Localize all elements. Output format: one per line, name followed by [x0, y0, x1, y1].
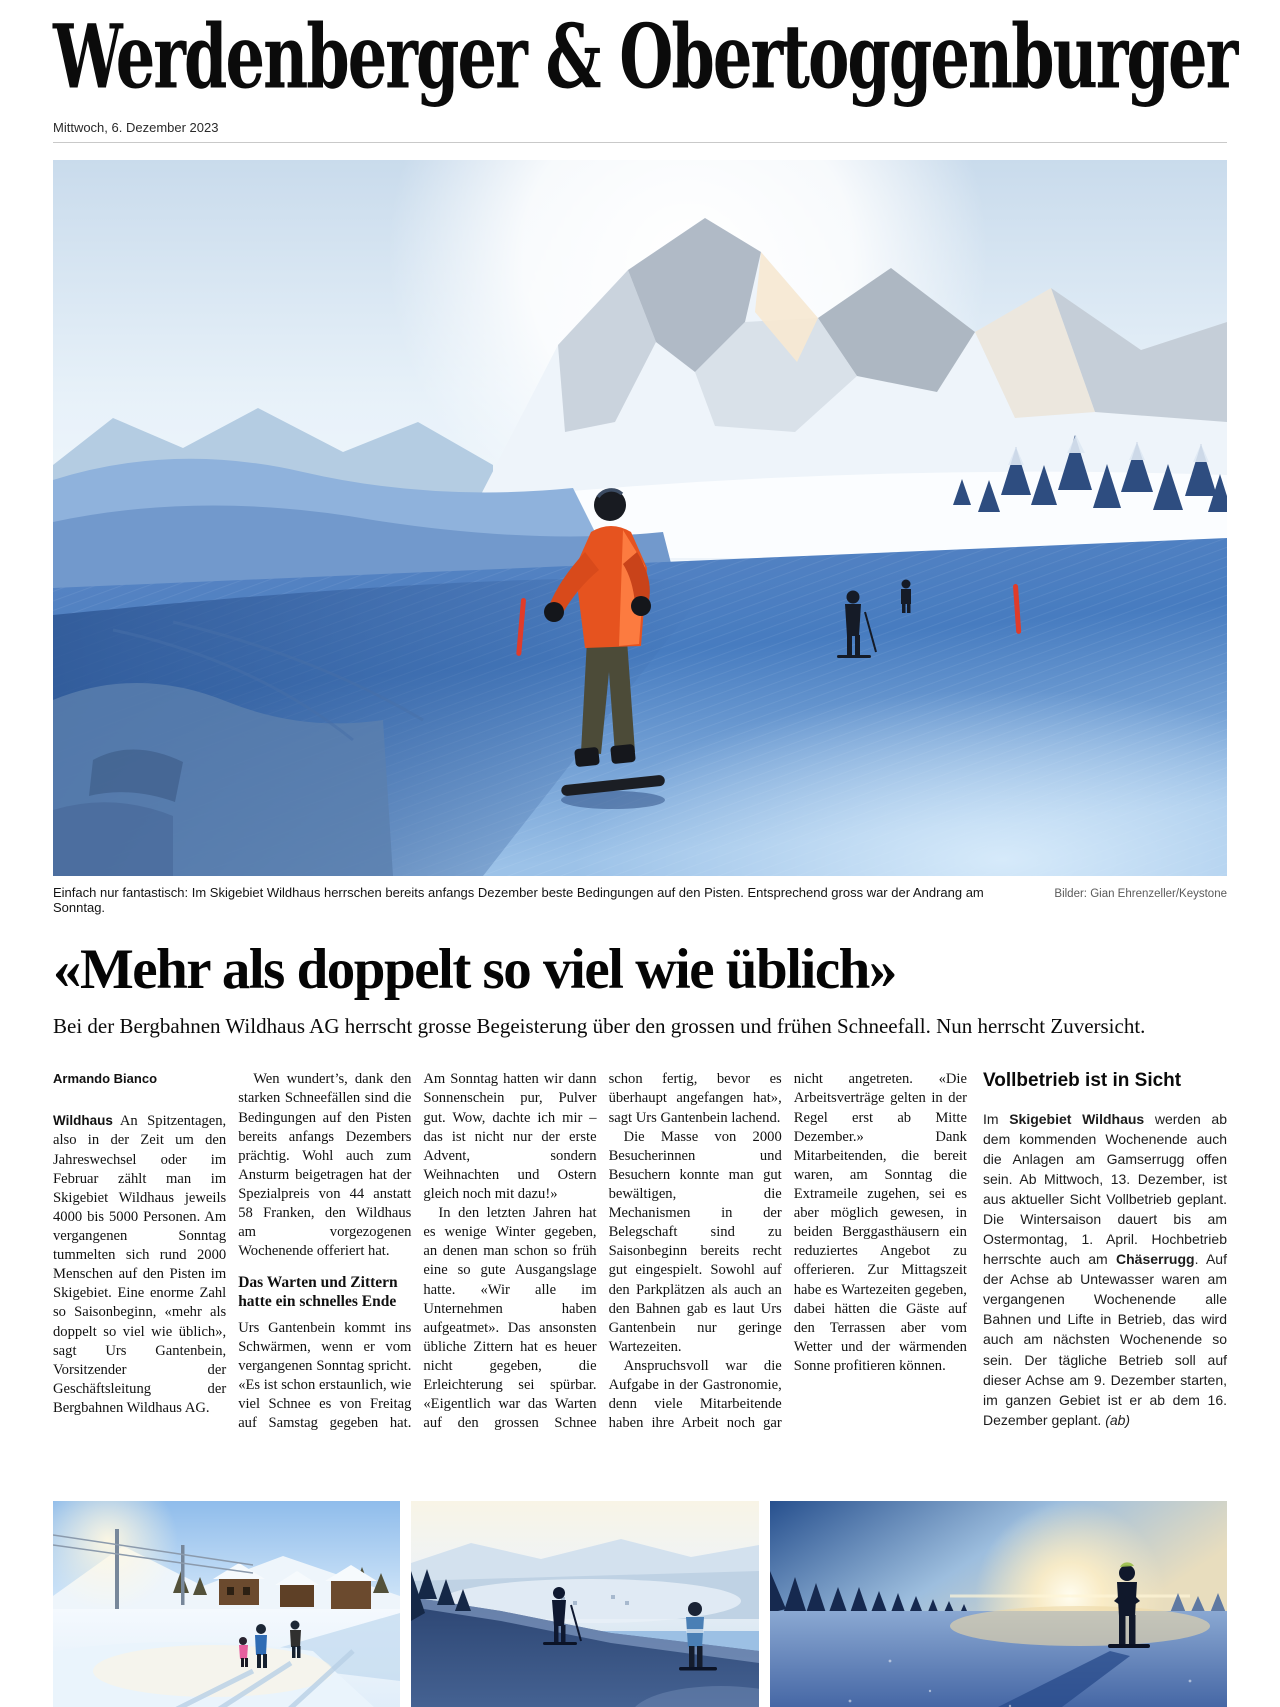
- hero-caption-row: [53, 885, 1227, 915]
- article-paragraph: Anspruchsvoll war die Aufgabe in der Gastronomie, denn viele Mitarbeitende haben ihre Arbeit noch gar nicht angetreten. «Die Arbeitsverträge gelten in der Regel erst ab Mitte Dezember.» Dank Mitarbeitenden, die bereit waren, am Sonntag die Extrameile zugehen, sei es aber möglich gewesen, in beiden Berggasthäusern ein reduziertes Angebot zu offerieren. Zur Mittagszeit habe es Wartezeiten gegeben, dabei hätten die Gäste auf den Terrassen aber vom Wetter und der wärmenden Sonne profitieren können.: [608, 1071, 967, 1432]
- infobox-text: . Auf der Achse ab Untewasser waren am vergangenen Wochenende alle Bahnen und Lifte in Betrieb, das wird auch am nächsten Wochenende so sein. Der tägliche Betrieb soll auf dieser Achse am 9. Dezember starten, im ganzen Gebiet ist er ab dem 16. Dezember geplant.: [983, 1251, 1227, 1428]
- photo-credit: Bilder: Gian Ehrenzeller/Keystone: [1054, 888, 1227, 900]
- article-paragraph: [53, 1112, 226, 1418]
- article-paragraph: In den letzten Jahren hat es wenige Winter gegeben, an denen man schon so früh eine so gute Ausgangslage hatte. «Wir alle im Unternehmen haben aufgeatmet». Das ansonsten übliche Zittern hat es heuer nicht gegeben, die Erleichterung sei spürbar. «Eigentlich war das Warten auf den grossen Schnee schon fertig, bevor es überhaupt angefangen hat», sagt Urs Gantenbein lachend.: [423, 1071, 782, 1432]
- infobox-text: Im: [983, 1111, 1010, 1128]
- photo-village: [53, 1501, 400, 1707]
- infobox-bold-text: Skigebiet Wildhaus: [1009, 1111, 1145, 1128]
- article-region: [53, 1070, 1227, 1446]
- photo-sunrise-skier: [770, 1501, 1227, 1707]
- infobox-text: werden ab dem kommenden Wochenende auch die Anlagen am Gamserrugg offen sein. Ab Mittwoch, 13. Dezember, ist aus aktueller Sicht Vollbetrieb geplant. Die Wintersaison dauert bis am Ostermontag, 1. April. Hochbetrieb herrschte auch am: [983, 1111, 1227, 1268]
- infobox-vollbetrieb: [983, 1070, 1227, 1446]
- bottom-photo-strip: [53, 1501, 1227, 1707]
- photo-valley-view: [411, 1501, 759, 1707]
- article-standfirst: Bei der Bergbahnen Wildhaus AG herrscht grosse Begeisterung über den grossen und frühen Schneefall. Nun herrscht Zuversicht.: [53, 1014, 1146, 1039]
- article-columns: [53, 1070, 967, 1446]
- issue-date: Mittwoch, 6. Dezember 2023: [53, 120, 219, 135]
- sunrise-photo-illustration: [770, 1501, 1227, 1707]
- hero-photo-illustration: [53, 160, 1227, 876]
- photo-caption: Einfach nur fantastisch: Im Skigebiet Wildhaus herrschen bereits anfangs Dezember beste Bedingungen auf den Pisten. Entsprechend gross war der Andrang am Sonntag.: [53, 885, 984, 915]
- byline: Armando Bianco: [53, 1071, 158, 1087]
- masthead-rule: [53, 142, 1227, 143]
- infobox-body: [983, 1109, 1227, 1429]
- paragraph-text: An Spitzentagen, also in der Zeit um den Jahreswechsel oder im Februar zählt man im Skigebiet Wildhaus jeweils 4000 bis 5000 Personen. Am vergangenen Sonntag tummelten sich rund 2000 Menschen auf den Pisten im Skigebiet. Eine enorme Zahl so Saisonbeginn, «mehr als doppelt so viel wie üblich», sagt Urs Gantenbein, Vorsitzender der Geschäftsleitung der Bergbahnen Wildhaus AG.: [53, 1113, 227, 1416]
- hero-photo: [53, 160, 1227, 876]
- article-headline: «Mehr als doppelt so viel wie üblich»: [53, 938, 896, 1001]
- masthead: [53, 6, 1237, 118]
- article-subhead: Das Warten und Zittern hatte ein schnelles Ende: [238, 1274, 398, 1310]
- village-photo-illustration: [53, 1501, 400, 1707]
- dateline: Wildhaus: [53, 1113, 113, 1129]
- infobox-title: Vollbetrieb ist in Sicht: [983, 1070, 1182, 1092]
- article-paragraph: Die Masse von 2000 Besucherinnen und Besuchern konnte man gut bewältigen, die Mechanismen in der Belegschaft sind zu Saisonbeginn bereits recht gut eingespielt. Sowohl auf den Parkplätzen als auch an den Bahnen gab es laut Urs Gantenbein nur geringe Wartezeiten.: [608, 1128, 782, 1355]
- infobox-bold-text: Chäserrugg: [1116, 1251, 1195, 1268]
- article-paragraph: Wen wundert’s, dank den starken Schneefällen sind die Bedingungen auf den Pisten bereits anfangs Dezembers prächtig. Wohl auch zum Ansturm beigetragen hat der Spezialpreis von 44 anstatt 58 Franken, den Wildhaus am vorgezogenen Wochenende offeriert hat.: [238, 1071, 412, 1260]
- valley-photo-illustration: [411, 1501, 759, 1707]
- newspaper-title: Werdenberger & Obertoggenburger: [53, 6, 1237, 110]
- article-paragraph: Urs Gantenbein kommt ins Schwärmen, wenn er vom vergangenen Sonntag spricht. «Es ist schon erstaunlich, wie viel Schnee es von Freitag auf Samstag gegeben hat. Am Sonntag hatten wir dann Sonnenschein pur, Pulver gut. Wow, dachte ich mir – das ist nicht nur der erste Advent, sondern Weihnachten und Ostern gleich noch mit dazu!»: [238, 1071, 597, 1432]
- author-initials: (ab): [1105, 1411, 1131, 1428]
